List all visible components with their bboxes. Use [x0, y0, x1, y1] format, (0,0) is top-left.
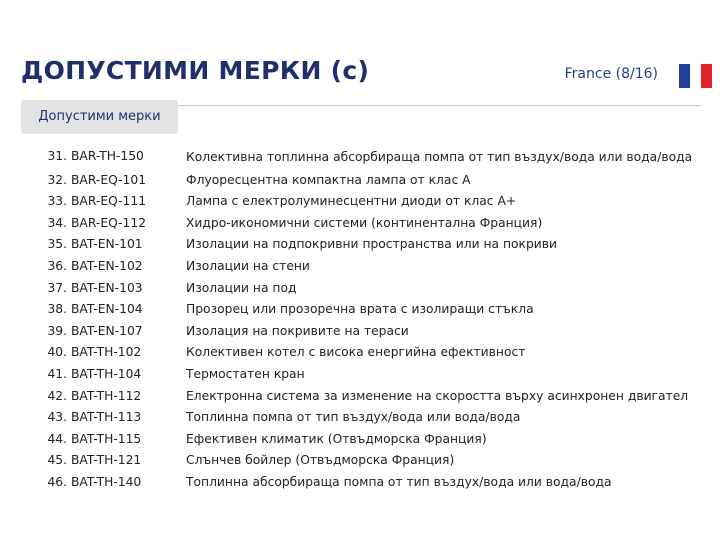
list-item — [0, 472, 720, 494]
list-item — [0, 429, 720, 451]
item-number: 38. — [47, 302, 67, 317]
flag-stripe-blue — [679, 64, 690, 88]
item-description: Колективна топлинна абсорбираща помпа от тип въздух/вода или вода/вода — [186, 150, 693, 164]
measures-list — [0, 146, 720, 494]
list-item — [0, 191, 720, 213]
item-number: 42. — [47, 388, 67, 403]
item-description: Изолации на подпокривни пространства или на покриви — [186, 237, 557, 252]
item-description: Прозорец или прозоречна врата с изолиращи стъкла — [186, 302, 534, 317]
list-item — [0, 146, 720, 168]
country-page-indicator: France (8/16) — [564, 66, 658, 82]
item-code: BAT-EN-103 — [71, 280, 143, 295]
item-description: Слънчев бойлер (Отвъдморска Франция) — [186, 453, 455, 468]
list-item — [0, 342, 720, 364]
item-number: 40. — [47, 345, 67, 360]
item-number: 45. — [47, 453, 67, 468]
item-code: BAT-TH-115 — [71, 431, 142, 446]
item-code: BAT-TH-140 — [71, 474, 142, 489]
item-code: BAT-EN-104 — [71, 302, 143, 317]
item-number: 34. — [47, 215, 67, 230]
list-item — [0, 256, 720, 278]
item-number: 33. — [47, 194, 67, 209]
item-description: Изолации на под — [186, 280, 297, 295]
item-code: BAR-EQ-111 — [71, 194, 147, 209]
list-item — [0, 321, 720, 343]
list-item — [0, 170, 720, 192]
item-code: BAT-TH-113 — [71, 410, 142, 425]
item-number: 43. — [47, 410, 67, 425]
item-code: BAR-EQ-112 — [71, 215, 147, 230]
item-description: Изолации на стени — [186, 258, 310, 273]
list-item — [0, 234, 720, 256]
item-description: Изолация на покривите на тераси — [186, 323, 409, 338]
item-number: 46. — [47, 474, 67, 489]
item-description: Топлинна помпа от тип въздух/вода или вода/вода — [186, 410, 521, 425]
item-description: Хидро-икономични системи (континентална Франция) — [186, 215, 543, 230]
flag-stripe-red — [701, 64, 712, 88]
list-item — [0, 299, 720, 321]
item-code: BAR-EQ-101 — [71, 172, 147, 187]
item-number: 32. — [47, 172, 67, 187]
flag-stripe-white — [690, 64, 701, 88]
item-code: BAT-EN-101 — [71, 237, 143, 252]
item-number: 44. — [47, 431, 67, 446]
item-code: BAT-TH-112 — [71, 388, 142, 403]
item-description: Електронна система за изменение на скоростта върху асинхронен двигател — [186, 388, 689, 403]
item-description: Термостатен кран — [186, 366, 305, 381]
item-description: Колективен котел с висока енергийна ефективност — [186, 345, 526, 360]
list-item — [0, 450, 720, 472]
item-code: BAT-TH-121 — [71, 453, 142, 468]
item-code: BAR-TH-150 — [71, 149, 144, 163]
item-code: BAT-EN-107 — [71, 323, 143, 338]
list-item — [0, 407, 720, 429]
item-number: 39. — [47, 323, 67, 338]
item-number: 31. — [47, 149, 67, 163]
list-item — [0, 213, 720, 235]
item-description: Топлинна абсорбираща помпа от тип въздух/вода или вода/вода — [186, 474, 612, 489]
item-description: Лампа с електролуминесцентни диоди от клас А+ — [186, 194, 517, 209]
tab-eligible-measures[interactable]: Допустими мерки — [21, 100, 178, 134]
item-description: Флуоресцентна компактна лампа от клас А — [186, 172, 471, 187]
item-number: 41. — [47, 366, 67, 381]
item-code: BAT-TH-102 — [71, 345, 142, 360]
list-item — [0, 278, 720, 300]
item-code: BAT-EN-102 — [71, 258, 143, 273]
france-flag-icon — [679, 64, 712, 88]
list-item — [0, 386, 720, 408]
item-number: 36. — [47, 258, 67, 273]
item-code: BAT-TH-104 — [71, 366, 142, 381]
page-title: ДОПУСТИМИ МЕРКИ (с) — [21, 56, 370, 85]
item-number: 37. — [47, 280, 67, 295]
item-description: Ефективен климатик (Отвъдморска Франция) — [186, 431, 487, 446]
list-item — [0, 364, 720, 386]
item-number: 35. — [47, 237, 67, 252]
